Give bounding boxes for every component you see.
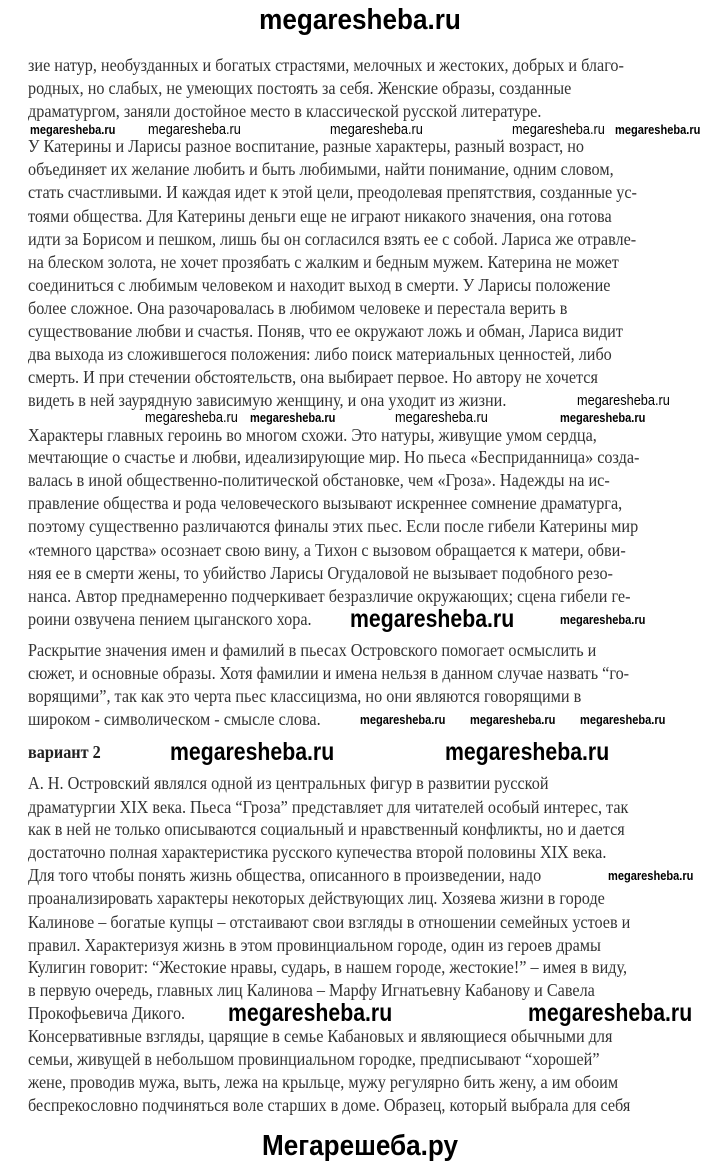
- section-heading: вариант 2: [28, 742, 101, 762]
- text-line: правление общества и рода человеческого вызывают искреннее сомнение драматурга,: [28, 493, 623, 513]
- text-line: Характеры главных героинь во многом схожи. Это натуры, живущие умом сердца,: [28, 425, 597, 445]
- text-line: родных, но слабых, не умеющих постоять за себя. Женские образы, созданные: [28, 78, 572, 98]
- text-line: смерть. И при стечении обстоятельств, она выбирает первое. Но автору не хочется: [28, 367, 598, 387]
- watermark: megaresheba.ru: [250, 409, 336, 425]
- text-line: два выхода из сложившегося положения: либо поиск материальных ценностей, либо: [28, 344, 612, 364]
- watermark: megaresheba.ru: [615, 121, 701, 137]
- text-line: драматургии XIX века. Пьеса “Гроза” представляет для читателей особый интерес, так: [28, 797, 629, 817]
- text-line: сюжет, и основные образы. Хотя фамилии и имена нельзя в данном случае назвать “го-: [28, 663, 630, 683]
- watermark: megaresheba.ru: [580, 711, 666, 727]
- text-line: зие натур, необузданных и богатых страстями, мелочных и жестоких, добрых и благо-: [28, 55, 624, 75]
- text-line: жене, проводив мужа, выть, лежа на крыльце, мужу регулярно бить жену, а им обоим: [28, 1072, 619, 1092]
- watermark: megaresheba.ru: [445, 737, 610, 766]
- text-line: идти за Борисом и пешком, лишь бы он согласился взять ее с собой. Лариса же отравле-: [28, 229, 637, 249]
- text-line: валась в иной общественно-политической обстановке, чем «Гроза». Надежды на ис-: [28, 470, 610, 490]
- text-line: правил. Характеризуя жизнь в этом провинциальном городе, один из героев драмы: [28, 935, 601, 955]
- watermark: megaresheba.ru: [470, 711, 556, 727]
- text-line: Раскрытие значения имен и фамилий в пьесах Островского помогает осмыслить и: [28, 640, 597, 660]
- text-line: няя ее в смерти жены, то убийство Ларисы Огудаловой не вызывает подобного резо-: [28, 563, 613, 583]
- text-line: поэтому существенно различаются финалы этих пьес. Если после гибели Катерины мир: [28, 516, 639, 536]
- text-line: Кулигин говорит: “Жестокие нравы, сударь, в нашем городе, жестокие!” – имея в виду,: [28, 957, 628, 977]
- text-line: беспрекословно подчиняться воле старших в доме. Образец, который выбрала для себя: [28, 1095, 631, 1115]
- text-line: тоями общества. Для Катерины деньги еще не играют никакого значения, она готова: [28, 206, 612, 226]
- text-line: проанализировать характеры некоторых действующих лиц. Хозяева жизни в городе: [28, 888, 605, 908]
- watermark: megaresheba.ru: [330, 120, 423, 138]
- text-line: достаточно полная характеристика русского купечества второй половины XIX века.: [28, 842, 607, 862]
- text-line: широком - символическом - смысле слова.: [28, 709, 321, 729]
- text-line: «темного царства» осознает свою вину, а Тихон с вызовом обращается к матери, обви-: [28, 540, 626, 560]
- text-line: ворящими”, так как это черта пьес классицизма, но они являются говорящими в: [28, 686, 582, 706]
- text-line: стать счастливыми. И каждая идет к этой цели, преодолевая препятствия, созданные ус-: [28, 182, 637, 202]
- site-header-logo: megaresheba.ru: [259, 4, 461, 36]
- watermark: megaresheba.ru: [560, 611, 646, 627]
- text-line: как в ней не только описываются социальный и нравственный конфликты, но и дается: [28, 819, 625, 839]
- site-footer-logo: Мегарешеба.ру: [261, 1130, 459, 1162]
- watermark: megaresheba.ru: [528, 998, 693, 1027]
- watermark: megaresheba.ru: [560, 409, 646, 425]
- watermark: megaresheba.ru: [577, 391, 670, 409]
- text-line: А. Н. Островский являлся одной из центральных фигур в развитии русской: [28, 773, 549, 793]
- watermark: megaresheba.ru: [395, 408, 488, 426]
- text-line: мечтающие о счастье и любви, идеализирующие мир. Но пьеса «Бесприданница» созда-: [28, 447, 640, 467]
- watermark: megaresheba.ru: [512, 120, 605, 138]
- watermark: megaresheba.ru: [608, 867, 694, 883]
- text-line: видеть в ней заурядную зависимую женщину, и она уходит из жизни.: [28, 390, 507, 410]
- watermark: megaresheba.ru: [228, 998, 393, 1027]
- text-line: Консервативные взгляды, царящие в семье Кабановых и являющиеся обычными для: [28, 1026, 613, 1046]
- text-line: нанса. Автор преднамеренно подчеркивает безразличие окружающих; сцена гибели ге-: [28, 586, 631, 606]
- text-line: более сложное. Она разочаровалась в любимом человеке и перестала верить в: [28, 298, 568, 318]
- text-line: драматургом, заняли достойное место в классической русской литературе.: [28, 101, 542, 121]
- text-line: соединиться с любимым человеком и находит выход в смерти. У Ларисы положение: [28, 275, 611, 295]
- text-line: на блеском золота, не хочет прозябать с жалким и бедным мужем. Катерина не может: [28, 252, 619, 272]
- text-line: роини озвучена пением цыганского хора.: [28, 609, 312, 629]
- watermark: megaresheba.ru: [360, 711, 446, 727]
- text-line: Для того чтобы понять жизнь общества, описанного в произведении, надо: [28, 865, 542, 885]
- text-line: Калинове – богатые купцы – отстаивают свои взгляды в отношении семейных устоев и: [28, 912, 631, 932]
- text-line: Прокофьевича Дикого.: [28, 1003, 186, 1023]
- watermark: megaresheba.ru: [170, 737, 335, 766]
- text-line: в первую очередь, главных лиц Калинова – Марфу Игнатьевну Кабанову и Савела: [28, 980, 595, 1000]
- text-line: объединяет их желание любить и быть любимыми, найти понимание, одним словом,: [28, 159, 614, 179]
- watermark: megaresheba.ru: [350, 604, 515, 633]
- watermark: megaresheba.ru: [30, 121, 116, 137]
- watermark: megaresheba.ru: [145, 408, 238, 426]
- watermark: megaresheba.ru: [148, 120, 241, 138]
- text-line: У Катерины и Ларисы разное воспитание, разные характеры, разный возраст, но: [28, 136, 584, 156]
- text-line: семьи, живущей в небольшом провинциальном городке, предписывают “хорошей”: [28, 1049, 600, 1069]
- text-line: существование любви и счастья. Поняв, что ее окружают ложь и обман, Лариса видит: [28, 321, 623, 341]
